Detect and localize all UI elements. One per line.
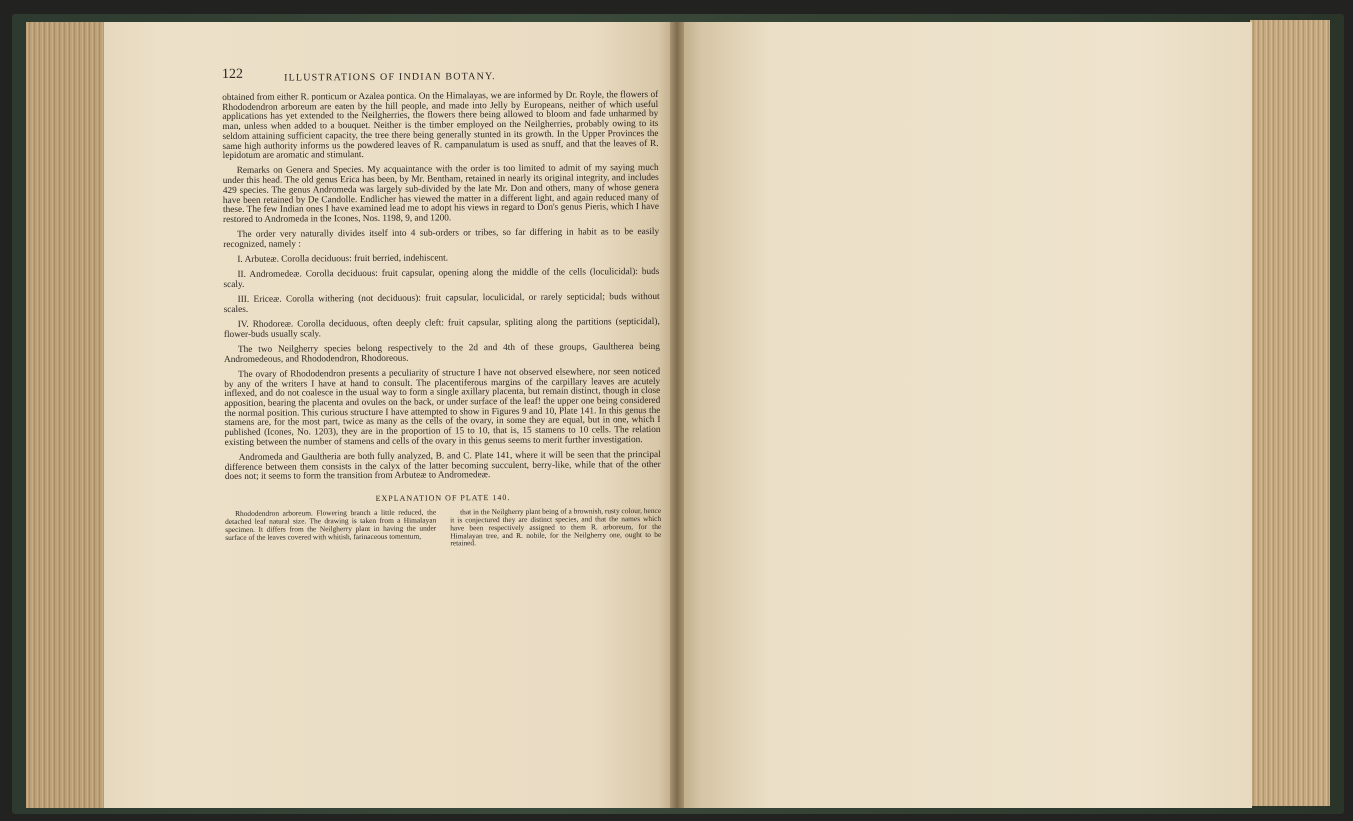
tribe-ericeae: III. Ericeæ. Corolla withering (not deciduous): fruit capsular, loculicidal, or rarely septicidal; buds without scales. [223,292,660,315]
paragraph-neilgherry-species: The two Neilgherry species belong respectively to the 2d and 4th of these groups, Gaultherea being Andromedeous, and Rhododendron, Rhodoreous. [223,341,660,365]
right-page-blank [678,22,1252,808]
left-page-text [222,67,661,549]
paragraph-remarks: Remarks on Genera and Species. My acquaintance with the order is too limited to admit of my saying much under this head. The old genus Erica has been, by Mr. Bentham, retained in nearly its original integrity, and includes 429 species. The genus Andromeda was largely sub-divided by the late Mr. Don and others, many of whose genera have been retained by De Candolle. Endlicher has viewed the matter in a different light, and again reduced many of these. The few Indian ones I have examined lead me to adopt his views in regard to Don's genus Pieris, which I have restored to Andromeda in the Icones, Nos. 1198, 9, and 1200. [222,163,660,225]
paragraph-ovary: The ovary of Rhododendron presents a peculiarity of structure I have not observed elsewhere, nor seen noticed by any of the writers I have at hand to consult. The placentiferous margins of the carpillary leaves are acutely inflexed, and do not coalesce in the usual way to form a single axillary placenta, but remain distinct, though in close apposition, bearing the placenta and ovules on the back, or under surface of the leaf! the upper one being considered the normal position. This curious structure I have attempted to show in Figures 9 and 10, Plate 141. In this genus the stamens are, for the most part, twice as many as the cells of the ovary, in some they are equal, but in one, which I published (Icones, No. 1203), they are in the proportion of 15 to 10, that is, 15 stamens to 10 cells. The relation existing between the number of stamens and cells of the ovary in this genus seems to merit further investigation. [224,366,661,448]
tribe-andromedeae: II. Andromedeæ. Corolla deciduous: fruit capsular, opening along the middle of the cells (loculicidal): buds scaly. [223,267,660,290]
explanation-columns [225,507,661,550]
paragraph-uses: obtained from either R. ponticum or Azalea pontica. On the Himalayas, we are informed by Dr. Royle, the flowers of Rhododendron arboreum are eaten by the hill people, and made into Jelly by Europeans, neither of which useful applications has yet extended to the Neilgherries, the flowers there being allowed to bloom and fade unharmed by man, unless when added to a bouquet. Neither is the timber employed on the Neilgherries, probably owing to its seldom attaining sufficient capacity, the tree there being generally stunted in its growth. In the Upper Provinces the same high authority informs us the powdered leaves of R. campanulatum is used as snuff, and that the leaves of R. lepidotum are aromatic and stimulant. [222,89,659,162]
page-edges-right [1250,20,1330,806]
book-gutter [670,22,684,808]
tribe-rhodoreae: IV. Rhodoreæ. Corolla deciduous, often deeply cleft: fruit capsular, spliting along the partitions (septicidal), flower-buds usually scaly. [223,317,660,340]
paragraph-tribes-intro: The order very naturally divides itself into 4 sub-orders or tribes, so far differing in habit as to be easily recognized, namely : [223,227,660,250]
explanation-left-column: Rhododendron arboreum. Flowering branch a little reduced, the detached leaf natural size. The drawing is taken from a Himalayan specimen. It differs from the Neilgherry plant in having the under surface of the leaves covered with whitish, farinaceous tomentum, [225,507,437,542]
page-edges-left [26,22,106,808]
page-number: 122 [221,66,244,82]
explanation-right-column: that in the Neilgherry plant being of a brownish, rusty colour, hence it is conjectured they are distinct species, and that the names which have been respectively assigned to them R. arboreum, for the Himalayan tree, and R. nobile, for the Neilgherry one, ought to be retained. [450,505,662,548]
tribe-arbuteae: I. Arbuteæ. Corolla deciduous: fruit berried, indehiscent. [237,253,449,265]
running-head: ILLUSTRATIONS OF INDIAN BOTANY. [284,71,496,84]
explanation-title: EXPLANATION OF PLATE 140. [375,493,511,504]
paragraph-andromeda-gaultheria: Andromeda and Gaultheria are both fully analyzed, B. and C. Plate 141, where it will be seen that the principal difference between them consists in the calyx of the latter becoming succulent, berry-like, while that of the other does not; it seems to form the transition from Arbuteæ to Andromedeæ. [224,449,661,483]
page-header [222,67,658,92]
